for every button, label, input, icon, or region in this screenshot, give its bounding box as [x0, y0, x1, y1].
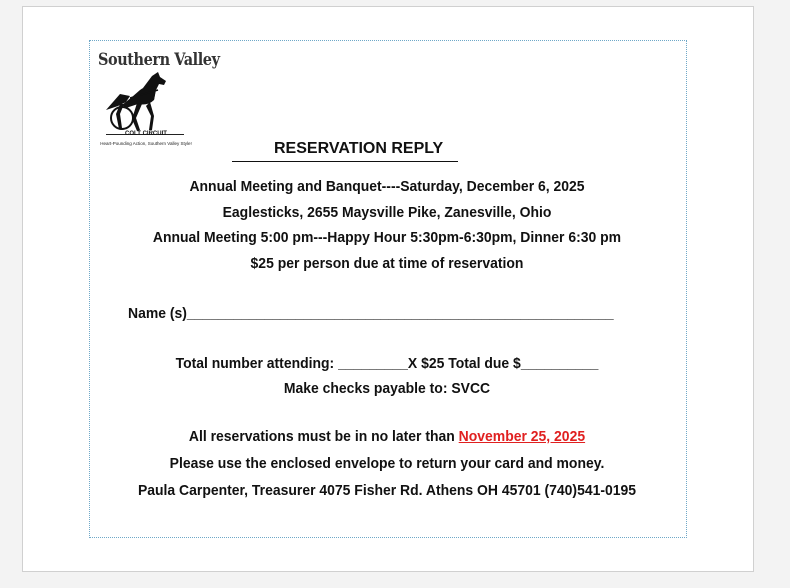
- total-attending-line: Total number attending: _________X $25 Total due $__________: [175, 355, 599, 372]
- deadline-date: November 25, 2025: [458, 428, 586, 445]
- deadline-prefix: All reservations must be in no later than: [188, 428, 459, 445]
- harness-horse-icon: [100, 70, 190, 136]
- deadline-line: [111, 428, 663, 445]
- logo-subtitle: COLT CIRCUIT: [125, 131, 167, 137]
- schedule-line: Annual Meeting 5:00 pm---Happy Hour 5:30pm-6:30pm, Dinner 6:30 pm: [152, 229, 622, 246]
- logo-title: Southern Valley: [98, 50, 220, 70]
- name-field-line: Name (s)_______________________________________________________: [128, 305, 614, 322]
- price-line: $25 per person due at time of reservation: [250, 255, 524, 272]
- venue-line: Eaglesticks, 2655 Maysville Pike, Zanesville, Ohio: [222, 204, 552, 221]
- logo-tagline: Heart-Pounding Action, Southern Valley Style!: [100, 141, 192, 146]
- reservation-heading: [232, 140, 458, 162]
- checks-payable-line: Make checks payable to: SVCC: [283, 380, 491, 397]
- treasurer-line: Paula Carpenter, Treasurer 4075 Fisher Rd. Athens OH 45701 (740)541-0195: [137, 482, 637, 499]
- heading-text: RESERVATION REPLY: [274, 140, 444, 157]
- event-line: Annual Meeting and Banquet----Saturday, December 6, 2025: [189, 178, 585, 195]
- envelope-line: Please use the enclosed envelope to return your card and money.: [169, 455, 605, 472]
- southern-valley-logo: [86, 48, 220, 154]
